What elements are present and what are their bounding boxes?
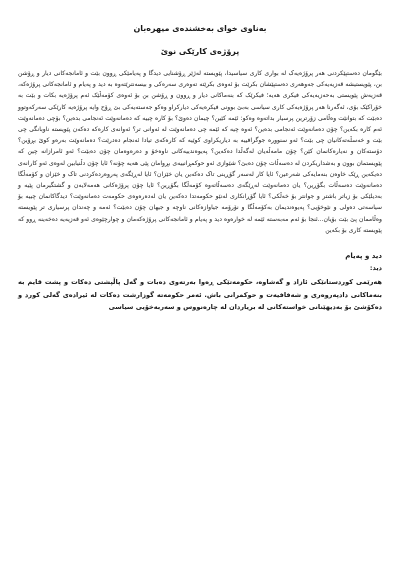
body-paragraph: بێگومان دەستپێکردنی هەر پرۆژەیەک لە بواری کاری سیاسیدا، پێویستە لەژێر ڕۆشنایی دیدگا و پەیامێکی ڕوون بێت و ئامانجەکانی دیار و ڕۆشن بن، پێویستیشە قەزیەیەکی جەوهەری دەستپێشان بکرێت بۆ ئەوەی بکرێتە تەوەری سەرەکی و بیسەنترێتەوە بە دید و پەیام و ئامانجەکانی پرۆژەکە، قەزیەش پێویستی بەحەزیەیەکی فیکری هەیە؛ فیکرێک کە بنەماکانی دیار و ڕوون و ڕۆشن بن بۆ ئەوەی کۆمەڵێک ئەم پرۆژەیە بکات و بێت بە خۆراکێک بۆی، ئەگەرنا هەر پرۆژەیەکی کاری سیاسی بەبێ بوونی فیکرەیەکی دیارکراو وەکو جەستەیەکی بێ ڕۆح وایە پرۆژەیە کارێکی سەرکەوتوو دەبێت کە بتوانێت وەڵامی زۆرترین پرسیار بداتەوە وەکو: ئێمە کێین؟ چیمان دەوێ؟ بۆ کارە چییە کە دەمانەوێت ئەنجامی بدەین؟ بۆچی دەمانەوێت ئەم کارە بکەین؟ چۆن دەمانەوێت ئەنجامی بدەین؟ ئەوە چیە کە ئێمە چی دەمانەوێت لە ئەوانی تر؟ ئەوانەی کارەکە دەکەن پێویستە ناوبانگی چی بێت و خەسڵەتەکانیان چی بێت؟ ئەو سنوورە جوگرافییە بە دیاریکراوی کوێیە کە کارەکەی تیادا ئەنجام دەدرێت؟ دەمانەوێت بەرەو کوێ بڕۆین؟ دۆستەکان و نەیارەکانمان کێن؟ چۆن مامەڵەیان لەگەڵدا دەکەین؟ پەیوەندییەکانی ناوەخۆ و دەرەوەمان چۆن دەبێت؟ ئەو ئامرازانە چین کە پێویستمان بوون و بەشداریکردن لە دەسەڵات چۆن دەبێ؟ شێوازی ئەو حوکمڕانییەی بڕوامان پێی هەیە چۆنە؟ ئایا چۆن دڵنیابین لەوەی ئەو کارانەی دەیکەین ڕێک خاوەن بنەمایەکی شەرعین؟ ئایا کار لەسەر گۆڕینی تاک دەکەین یان خێزان؟ ئایا لەڕێگەی پەروەردەکردنی تاک و خێزان و کۆمەڵگا دەمانەوێت دەسەڵات بگۆڕین؟ یان دەمانەوێت لەڕێگەی دەسەڵاتەوە کۆمەڵگا بگۆڕین؟ ئایا چۆن پرۆژەکانی هەمەلایەن و گشتگیرمان پێیە و بەدیلێکی بۆ زیاتر باشتر و جوانتر بۆ خەڵکی؟ ئایا گۆڕانکاری لەنێو حکومەتدا دەکەین یان لەدەرەوەی حکومەت دەمانەوێت؟ دیدگاکانمان چییە بۆ سیاسەتی دەولی و نێوخۆیی؟ پەیوەندیمان بەکۆمەڵگا و نۆرۆمە جیاوازەکانی ناوچە و جیهان چۆن دەبێت؟ ئەمە و چەندان پرسیاری تر پێویستە وەڵاممان پێ بێت بۆیان...ئنجا بۆ ئەم مەبەستە ئێمە لە خوارەوە دید و پەیام و ئامانجەکانی پرۆژەکەمان و چوارچێوەی ئەو قەزیەیە دەخەینە ڕوو کە پێویستە کاری بۆ بکەین <box>18 70 382 234</box>
document-title: بەناوی خوای بەخشندەی میهرەبان <box>133 24 267 33</box>
vision-paragraph: هەرێمی کوردستانێکی ئازاد و گەشاوە، حکومەتێکی ڕەوا بەرتەوی دەبات و گەل پاڵپشتی دەکات و پشت قایم بە بنەماکانی دادپەروەری و شەفافیەت و حوکمرانی باش. ئەمر حکومەتە گوزارشت دەکات لە ئیرادەی گەلی کورد و دەکۆشێ بۆ بەدیهێنانی خواستەکانی لە بریاردان لە چارەنووس و سەربەخۆیی سیاسی <box>18 278 382 312</box>
section-heading-vision-mission: دید و پەیام <box>345 252 382 261</box>
document-subtitle: پرۆژەی کارێکی نوێ <box>160 47 240 56</box>
section-label-vision: دید: <box>369 264 382 273</box>
